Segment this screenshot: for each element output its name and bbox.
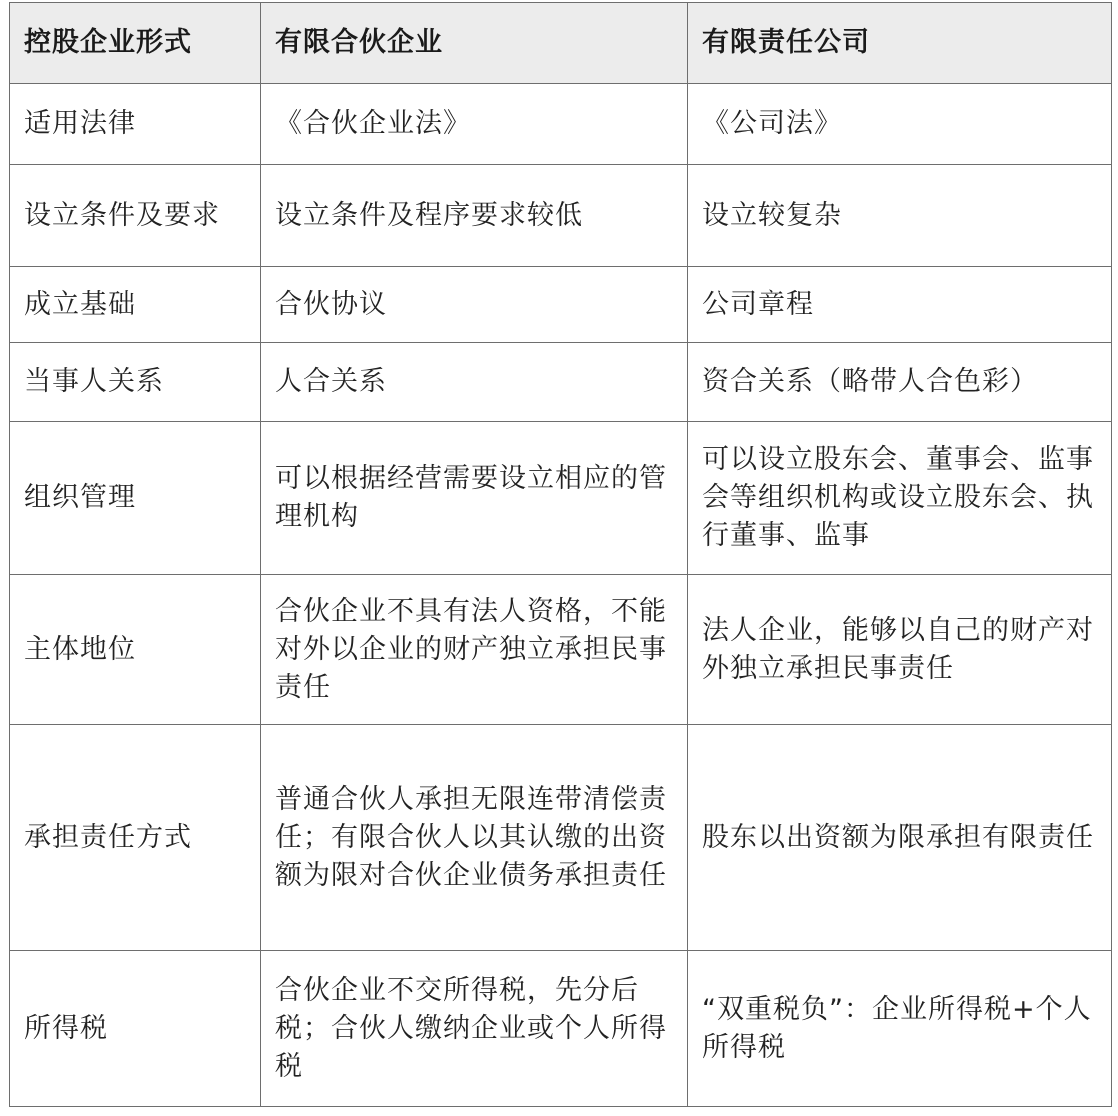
row-label: 承担责任方式	[10, 725, 261, 951]
company-cell: 公司章程	[688, 267, 1112, 343]
table-row	[10, 951, 1112, 1107]
table-row	[10, 575, 1112, 725]
row-label: 主体地位	[10, 575, 261, 725]
row-label: 组织管理	[10, 422, 261, 575]
table-row	[10, 343, 1112, 422]
partnership-cell: 设立条件及程序要求较低	[261, 165, 688, 267]
header-limited-partnership: 有限合伙企业	[261, 3, 688, 84]
header-form: 控股企业形式	[10, 3, 261, 84]
table-row	[10, 267, 1112, 343]
row-label: 所得税	[10, 951, 261, 1107]
partnership-cell: 普通合伙人承担无限连带清偿责任；有限合伙人以其认缴的出资额为限对合伙企业债务承担责任	[261, 725, 688, 951]
comparison-table	[9, 2, 1112, 1107]
row-label: 当事人关系	[10, 343, 261, 422]
partnership-cell: 《合伙企业法》	[261, 84, 688, 165]
company-cell: “双重税负”：企业所得税+个人所得税	[688, 951, 1112, 1107]
company-cell: 《公司法》	[688, 84, 1112, 165]
partnership-cell: 合伙企业不具有法人资格，不能对外以企业的财产独立承担民事责任	[261, 575, 688, 725]
partnership-cell: 合伙企业不交所得税，先分后税；合伙人缴纳企业或个人所得税	[261, 951, 688, 1107]
company-cell: 设立较复杂	[688, 165, 1112, 267]
company-cell: 资合关系（略带人合色彩）	[688, 343, 1112, 422]
table-row	[10, 422, 1112, 575]
company-cell: 可以设立股东会、董事会、监事会等组织机构或设立股东会、执行董事、监事	[688, 422, 1112, 575]
partnership-cell: 合伙协议	[261, 267, 688, 343]
header-row	[10, 3, 1112, 84]
table-row	[10, 165, 1112, 267]
partnership-cell: 人合关系	[261, 343, 688, 422]
table-row	[10, 84, 1112, 165]
partnership-cell: 可以根据经营需要设立相应的管理机构	[261, 422, 688, 575]
comparison-table-container	[9, 2, 1111, 1107]
company-cell: 法人企业，能够以自己的财产对外独立承担民事责任	[688, 575, 1112, 725]
row-label: 成立基础	[10, 267, 261, 343]
header-limited-company: 有限责任公司	[688, 3, 1112, 84]
table-row	[10, 725, 1112, 951]
row-label: 适用法律	[10, 84, 261, 165]
row-label: 设立条件及要求	[10, 165, 261, 267]
company-cell: 股东以出资额为限承担有限责任	[688, 725, 1112, 951]
